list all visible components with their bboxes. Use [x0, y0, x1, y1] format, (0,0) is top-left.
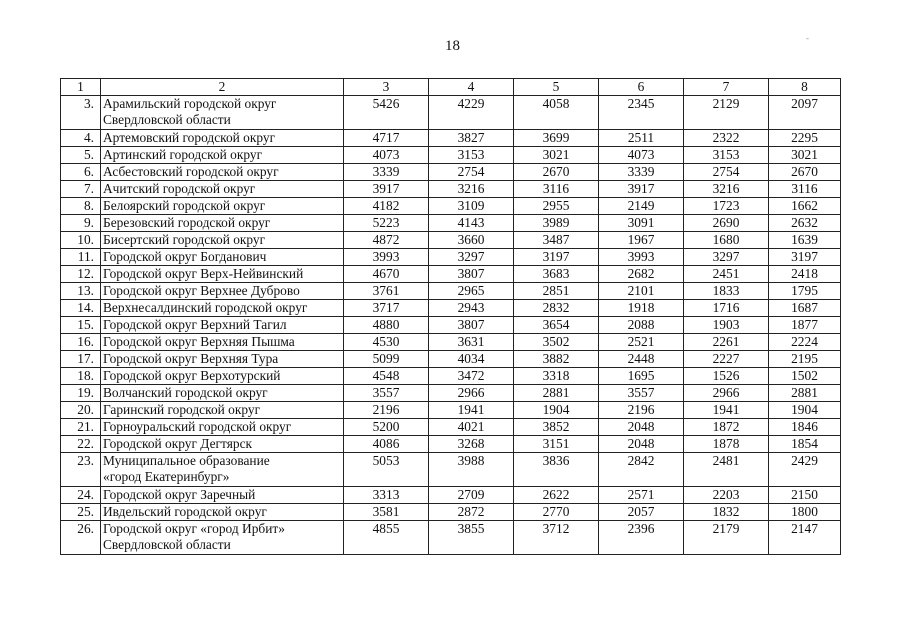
municipality-name: [101, 504, 344, 521]
row-number: 22.: [61, 436, 101, 453]
value-cell: 2511: [599, 130, 684, 147]
value-cell: 3557: [344, 385, 429, 402]
value-cell: 4530: [344, 334, 429, 351]
municipality-name: [101, 164, 344, 181]
municipality-name: [101, 215, 344, 232]
table-row: [61, 283, 841, 300]
value-cell: 1795: [769, 283, 841, 300]
municipality-name: [101, 453, 344, 487]
value-cell: 3091: [599, 215, 684, 232]
row-number: 6.: [61, 164, 101, 181]
row-number: 8.: [61, 198, 101, 215]
value-cell: 1680: [684, 232, 769, 249]
row-number: 14.: [61, 300, 101, 317]
value-cell: 3109: [429, 198, 514, 215]
municipal-data-table: [60, 78, 841, 555]
value-cell: 2088: [599, 317, 684, 334]
municipality-name: [101, 368, 344, 385]
value-cell: 3827: [429, 130, 514, 147]
value-cell: 4143: [429, 215, 514, 232]
table-row: [61, 181, 841, 198]
row-number: 18.: [61, 368, 101, 385]
value-cell: 3318: [514, 368, 599, 385]
municipality-name-line: Горноуральский городской округ: [103, 419, 292, 434]
value-cell: 3116: [769, 181, 841, 198]
municipality-name-line: Городской округ Верхотурский: [103, 368, 281, 383]
value-cell: 2521: [599, 334, 684, 351]
row-number: 19.: [61, 385, 101, 402]
value-cell: 1723: [684, 198, 769, 215]
municipality-name-line: Городской округ «город Ирбит»: [103, 521, 285, 536]
column-header: 5: [514, 79, 599, 96]
value-cell: 3761: [344, 283, 429, 300]
value-cell: 4058: [514, 96, 599, 130]
value-cell: 3557: [599, 385, 684, 402]
value-cell: 5426: [344, 96, 429, 130]
table-row: [61, 96, 841, 130]
value-cell: 2448: [599, 351, 684, 368]
value-cell: 3297: [684, 249, 769, 266]
table-header-row: [61, 79, 841, 96]
municipality-name-line: Городской округ Богданович: [103, 249, 267, 264]
value-cell: 5200: [344, 419, 429, 436]
municipality-name: [101, 232, 344, 249]
value-cell: 1904: [514, 402, 599, 419]
value-cell: 2429: [769, 453, 841, 487]
value-cell: 1687: [769, 300, 841, 317]
table-row: [61, 368, 841, 385]
table-row: [61, 487, 841, 504]
column-header: 7: [684, 79, 769, 96]
value-cell: 1695: [599, 368, 684, 385]
value-cell: 4548: [344, 368, 429, 385]
municipality-name-line: Городской округ Дегтярск: [103, 436, 253, 451]
value-cell: 2048: [599, 419, 684, 436]
value-cell: 2481: [684, 453, 769, 487]
value-cell: 4021: [429, 419, 514, 436]
value-cell: 2770: [514, 504, 599, 521]
value-cell: 2196: [344, 402, 429, 419]
value-cell: 2965: [429, 283, 514, 300]
value-cell: 3197: [769, 249, 841, 266]
value-cell: 3993: [344, 249, 429, 266]
value-cell: 2754: [429, 164, 514, 181]
table-row: [61, 232, 841, 249]
value-cell: 5053: [344, 453, 429, 487]
value-cell: 3197: [514, 249, 599, 266]
value-cell: 4670: [344, 266, 429, 283]
row-number: 25.: [61, 504, 101, 521]
table-row: [61, 453, 841, 487]
row-number: 17.: [61, 351, 101, 368]
value-cell: 2955: [514, 198, 599, 215]
table-row: [61, 130, 841, 147]
table-row: [61, 300, 841, 317]
table-row: [61, 249, 841, 266]
value-cell: 3988: [429, 453, 514, 487]
table-row: [61, 385, 841, 402]
row-number: 7.: [61, 181, 101, 198]
municipality-name: [101, 351, 344, 368]
municipality-name: [101, 385, 344, 402]
value-cell: 1800: [769, 504, 841, 521]
municipality-name-line: Бисертский городской округ: [103, 232, 266, 247]
municipality-name-line: Арамильский городской округ: [103, 96, 277, 111]
row-number: 3.: [61, 96, 101, 130]
value-cell: 1918: [599, 300, 684, 317]
value-cell: 2632: [769, 215, 841, 232]
value-cell: 2097: [769, 96, 841, 130]
value-cell: 2179: [684, 521, 769, 555]
value-cell: 2682: [599, 266, 684, 283]
municipality-name-line: Верхнесалдинский городской округ: [103, 300, 308, 315]
value-cell: 2057: [599, 504, 684, 521]
value-cell: 4073: [344, 147, 429, 164]
value-cell: 4086: [344, 436, 429, 453]
value-cell: 4034: [429, 351, 514, 368]
value-cell: 4717: [344, 130, 429, 147]
value-cell: 3712: [514, 521, 599, 555]
value-cell: 3654: [514, 317, 599, 334]
municipality-name: [101, 249, 344, 266]
table-row: [61, 198, 841, 215]
value-cell: 1877: [769, 317, 841, 334]
municipality-name: [101, 130, 344, 147]
value-cell: 2048: [599, 436, 684, 453]
row-number: 4.: [61, 130, 101, 147]
municipality-name: [101, 402, 344, 419]
value-cell: 5223: [344, 215, 429, 232]
row-number: 23.: [61, 453, 101, 487]
table-row: [61, 419, 841, 436]
row-number: 26.: [61, 521, 101, 555]
column-header: 6: [599, 79, 684, 96]
row-number: 5.: [61, 147, 101, 164]
municipality-name: [101, 96, 344, 130]
value-cell: 3313: [344, 487, 429, 504]
table-row: [61, 402, 841, 419]
value-cell: 1846: [769, 419, 841, 436]
value-cell: 3268: [429, 436, 514, 453]
municipality-name-line: Свердловской области: [103, 537, 231, 552]
value-cell: 1903: [684, 317, 769, 334]
row-number: 12.: [61, 266, 101, 283]
value-cell: 2872: [429, 504, 514, 521]
municipality-name: [101, 487, 344, 504]
value-cell: 1904: [769, 402, 841, 419]
value-cell: 2150: [769, 487, 841, 504]
row-number: 24.: [61, 487, 101, 504]
value-cell: 2147: [769, 521, 841, 555]
column-header: 4: [429, 79, 514, 96]
value-cell: 4872: [344, 232, 429, 249]
table-row: [61, 164, 841, 181]
value-cell: 2451: [684, 266, 769, 283]
value-cell: 1526: [684, 368, 769, 385]
table-row: [61, 266, 841, 283]
value-cell: 1967: [599, 232, 684, 249]
municipality-name-line: Артемовский городской округ: [103, 130, 276, 145]
value-cell: 2571: [599, 487, 684, 504]
value-cell: 4182: [344, 198, 429, 215]
value-cell: 1941: [429, 402, 514, 419]
value-cell: 2322: [684, 130, 769, 147]
value-cell: 2149: [599, 198, 684, 215]
value-cell: 2195: [769, 351, 841, 368]
column-header: 8: [769, 79, 841, 96]
value-cell: 2851: [514, 283, 599, 300]
municipality-name-line: «город Екатеринбург»: [103, 469, 230, 484]
value-cell: 2670: [514, 164, 599, 181]
value-cell: 3917: [344, 181, 429, 198]
municipality-name: [101, 266, 344, 283]
municipality-name: [101, 419, 344, 436]
municipality-name: [101, 198, 344, 215]
municipality-name: [101, 181, 344, 198]
value-cell: 3660: [429, 232, 514, 249]
row-number: 13.: [61, 283, 101, 300]
table-row: [61, 317, 841, 334]
municipality-name-line: Белоярский городской округ: [103, 198, 266, 213]
value-cell: 1833: [684, 283, 769, 300]
value-cell: 3339: [344, 164, 429, 181]
value-cell: 2227: [684, 351, 769, 368]
value-cell: 3297: [429, 249, 514, 266]
municipality-name-line: Гаринский городской округ: [103, 402, 261, 417]
value-cell: 3855: [429, 521, 514, 555]
value-cell: 3472: [429, 368, 514, 385]
table-row: [61, 147, 841, 164]
municipality-name: [101, 147, 344, 164]
value-cell: 3836: [514, 453, 599, 487]
row-number: 16.: [61, 334, 101, 351]
value-cell: 3151: [514, 436, 599, 453]
value-cell: 3882: [514, 351, 599, 368]
value-cell: 4073: [599, 147, 684, 164]
municipality-name-line: Ивдельский городской округ: [103, 504, 267, 519]
municipality-name-line: Городской округ Верхняя Тура: [103, 351, 279, 366]
value-cell: 1662: [769, 198, 841, 215]
row-number: 9.: [61, 215, 101, 232]
row-number: 15.: [61, 317, 101, 334]
value-cell: 1941: [684, 402, 769, 419]
table-row: [61, 504, 841, 521]
value-cell: 3339: [599, 164, 684, 181]
municipality-name: [101, 436, 344, 453]
value-cell: 3487: [514, 232, 599, 249]
value-cell: 3502: [514, 334, 599, 351]
column-header: 1: [61, 79, 101, 96]
value-cell: 3153: [684, 147, 769, 164]
column-header: 2: [101, 79, 344, 96]
value-cell: 3917: [599, 181, 684, 198]
value-cell: 2261: [684, 334, 769, 351]
municipality-name-line: Ачитский городской округ: [103, 181, 256, 196]
value-cell: 2622: [514, 487, 599, 504]
value-cell: 3807: [429, 266, 514, 283]
value-cell: 4855: [344, 521, 429, 555]
table-row: [61, 334, 841, 351]
value-cell: 3021: [769, 147, 841, 164]
municipality-name-line: Асбестовский городской округ: [103, 164, 279, 179]
value-cell: 2709: [429, 487, 514, 504]
table-body: [61, 79, 841, 555]
column-header: 3: [344, 79, 429, 96]
value-cell: 2943: [429, 300, 514, 317]
value-cell: 3683: [514, 266, 599, 283]
value-cell: 2842: [599, 453, 684, 487]
municipality-name-line: Городской округ Верхнее Дуброво: [103, 283, 300, 298]
value-cell: 2203: [684, 487, 769, 504]
value-cell: 2101: [599, 283, 684, 300]
value-cell: 2345: [599, 96, 684, 130]
municipality-name-line: Городской округ Верх-Нейвинский: [103, 266, 304, 281]
municipality-name-line: Березовский городской округ: [103, 215, 271, 230]
row-number: 20.: [61, 402, 101, 419]
value-cell: 3631: [429, 334, 514, 351]
value-cell: 2418: [769, 266, 841, 283]
value-cell: 2966: [429, 385, 514, 402]
value-cell: 1639: [769, 232, 841, 249]
value-cell: 2832: [514, 300, 599, 317]
municipality-name-line: Городской округ Заречный: [103, 487, 256, 502]
value-cell: 2295: [769, 130, 841, 147]
value-cell: 1872: [684, 419, 769, 436]
scan-mark: -: [806, 33, 809, 43]
municipality-name: [101, 317, 344, 334]
municipality-name: [101, 300, 344, 317]
value-cell: 1716: [684, 300, 769, 317]
value-cell: 2690: [684, 215, 769, 232]
value-cell: 2129: [684, 96, 769, 130]
value-cell: 4880: [344, 317, 429, 334]
value-cell: 3216: [429, 181, 514, 198]
value-cell: 3807: [429, 317, 514, 334]
table-row: [61, 521, 841, 555]
value-cell: 1832: [684, 504, 769, 521]
municipality-name-line: Свердловской области: [103, 112, 231, 127]
municipality-name-line: Волчанский городской округ: [103, 385, 268, 400]
value-cell: 3852: [514, 419, 599, 436]
value-cell: 3116: [514, 181, 599, 198]
row-number: 21.: [61, 419, 101, 436]
municipality-name: [101, 283, 344, 300]
municipality-name: [101, 334, 344, 351]
value-cell: 5099: [344, 351, 429, 368]
value-cell: 4229: [429, 96, 514, 130]
value-cell: 2670: [769, 164, 841, 181]
table-row: [61, 436, 841, 453]
value-cell: 3021: [514, 147, 599, 164]
municipality-name-line: Артинский городской округ: [103, 147, 263, 162]
value-cell: 3216: [684, 181, 769, 198]
value-cell: 2224: [769, 334, 841, 351]
municipality-name-line: Городской округ Верхняя Пышма: [103, 334, 295, 349]
value-cell: 3699: [514, 130, 599, 147]
value-cell: 2754: [684, 164, 769, 181]
value-cell: 3153: [429, 147, 514, 164]
value-cell: 2966: [684, 385, 769, 402]
value-cell: 1502: [769, 368, 841, 385]
table-row: [61, 351, 841, 368]
value-cell: 3993: [599, 249, 684, 266]
table-row: [61, 215, 841, 232]
value-cell: 3717: [344, 300, 429, 317]
value-cell: 2196: [599, 402, 684, 419]
municipality-name-line: Городской округ Верхний Тагил: [103, 317, 287, 332]
value-cell: 1878: [684, 436, 769, 453]
municipality-name-line: Муниципальное образование: [103, 453, 270, 468]
value-cell: 3581: [344, 504, 429, 521]
row-number: 10.: [61, 232, 101, 249]
row-number: 11.: [61, 249, 101, 266]
value-cell: 1854: [769, 436, 841, 453]
value-cell: 2881: [769, 385, 841, 402]
value-cell: 3989: [514, 215, 599, 232]
value-cell: 2881: [514, 385, 599, 402]
municipality-name: [101, 521, 344, 555]
value-cell: 2396: [599, 521, 684, 555]
page-number: 18: [445, 38, 460, 54]
